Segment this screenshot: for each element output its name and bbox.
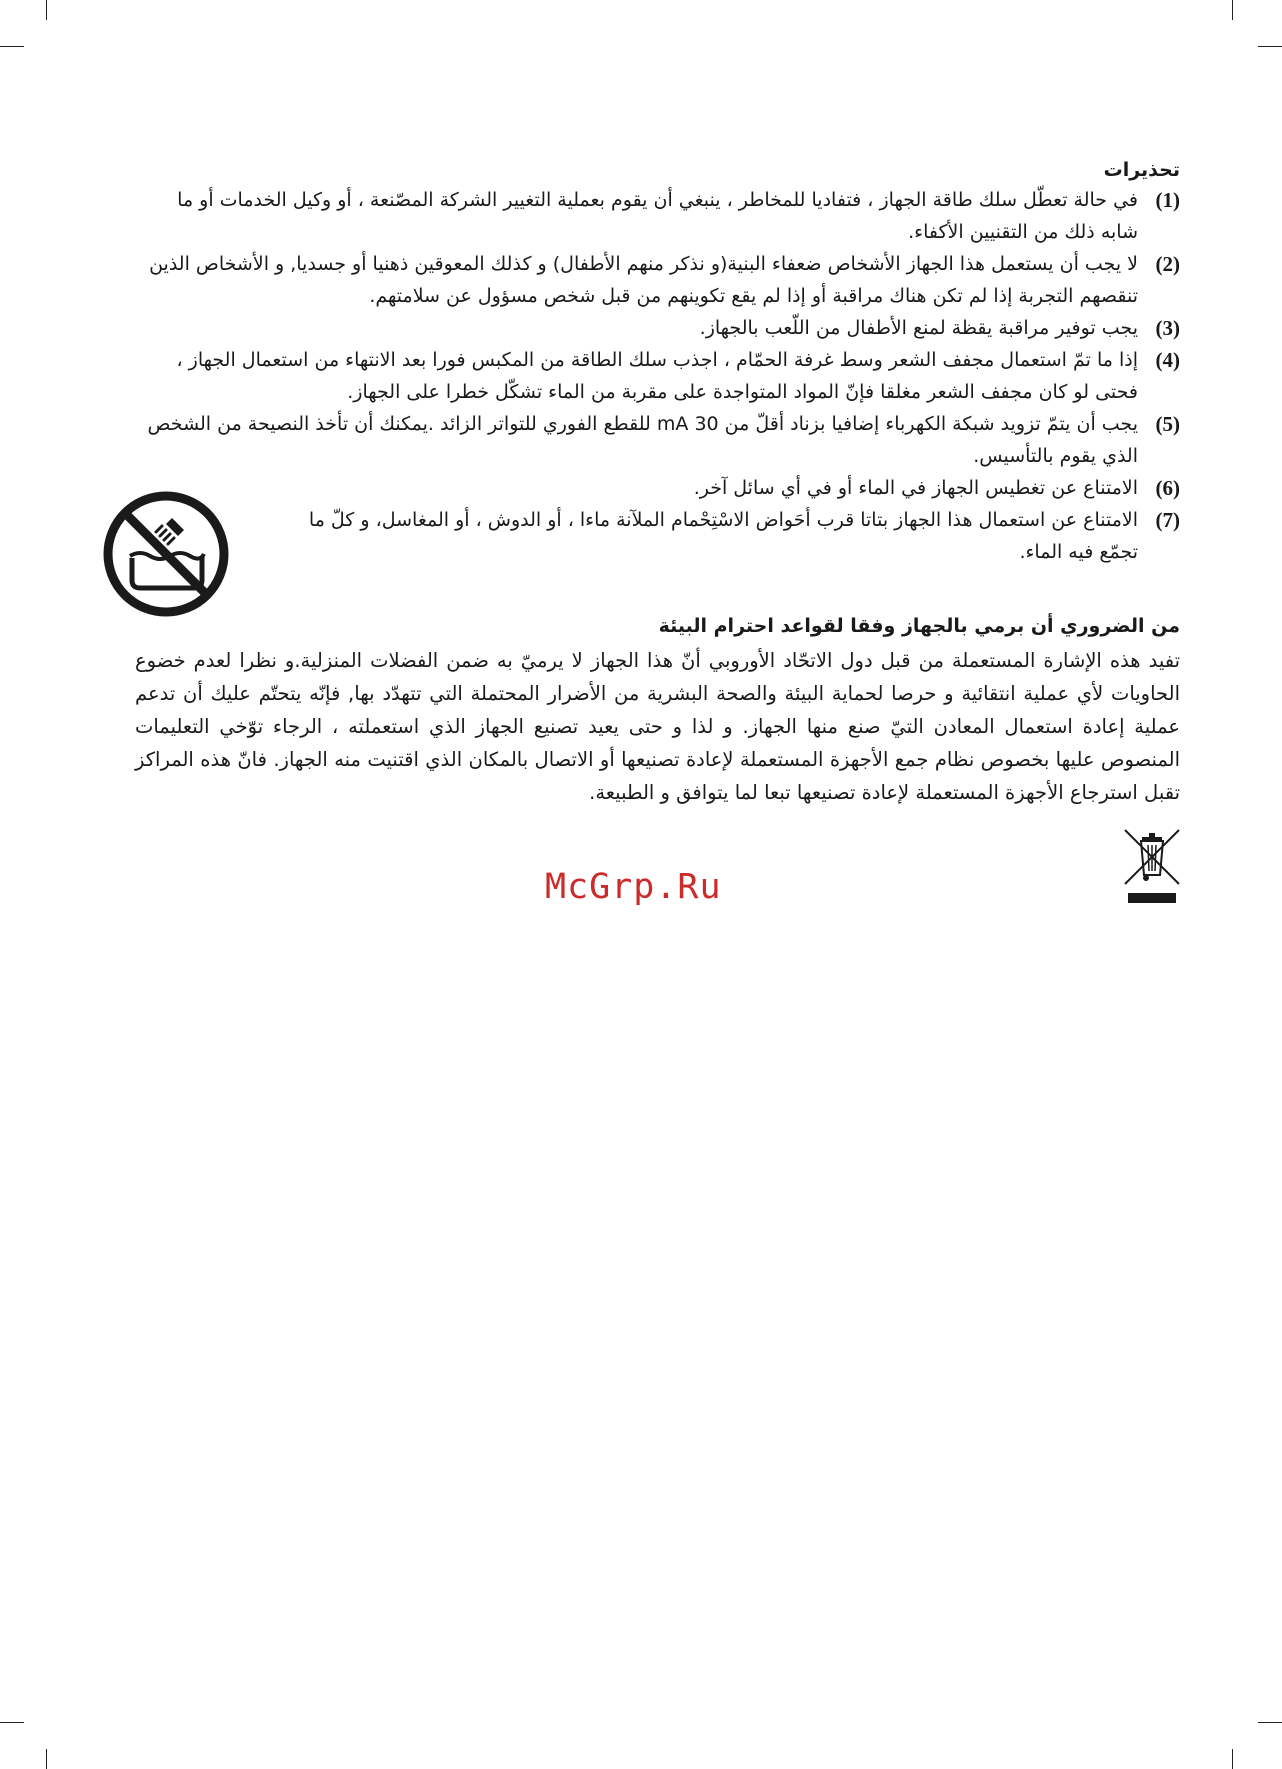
crop-mark <box>1258 46 1282 47</box>
warning-item <box>135 472 1180 504</box>
crop-mark <box>1232 0 1233 20</box>
warning-item <box>135 504 1180 568</box>
warning-number: (1) <box>1155 188 1180 212</box>
warning-text: الامتناع عن استعمال هذا الجهاز بتاتا قرب أحَواض الاسْتِحْمام الملآنة ماءا ، أو الدوش ، أو المغاسل، و كلّ ما تجمّع فيه الماء. <box>308 509 1138 563</box>
warning-text: يجب توفير مراقبة يقظة لمنع الأطفال من اللّعب بالجهاز. <box>699 317 1138 339</box>
watermark-text: McGrp.Ru <box>545 867 722 907</box>
crop-mark <box>46 1749 47 1769</box>
environment-paragraph: تفيد هذه الإشارة المستعملة من قبل دول الاتحّاد الأوروبي أنّ هذا الجهاز لا يرميّ به ضمن الفضلات المنزلية.و نظرا لعدم خضوع الحاويات لأي عملية انتقائية و حرصا لحماية البيئة والصحة البشرية من الأضرار المحتملة التي تتهدّد بها, فإنّه يتحتّم عليك أن تدعم عملية إعادة استعمال المعادن التيّ صنع منها الجهاز. و لذا و حتى يعيد تصنيع الجهاز الذي استعملته ، الرجاء توّخي التعليمات المنصوص عليها بخصوص نظام جمع الأجهزة المستعملة لإعادة تصنيعها أو الاتصال بالمكان الذي اقتنيت منه الجهاز. فانّ هذه المراكز تقبل استرجاع الأجهزة المستعملة لإعادة تصنيعها تبعا لما يتوافق و الطبيعة. <box>135 649 1180 804</box>
environment-heading: من الضروري أن برمي بالجهاز وفقا لقواعد احترام البيئة <box>658 615 1180 637</box>
warning-item <box>135 248 1180 312</box>
warning-number: (4) <box>1155 348 1180 372</box>
warning-text: إذا ما تمّ استعمال مجفف الشعر وسط غرفة الحمّام ، اجذب سلك الطاقة من المكبس فورا بعد الانتهاء من استعمال الجهاز ، فحتى لو كان مجفف الشعر مغلقا فإنّ المواد المتواجدة على مقربة من الماء تشكّل خطرا على الجهاز. <box>176 349 1138 403</box>
warning-number: (3) <box>1155 316 1180 340</box>
warning-item <box>135 184 1180 248</box>
warning-text: الامتناع عن تغطيس الجهاز في الماء أو في أي سائل آخر. <box>693 477 1138 499</box>
no-water-bath-icon <box>100 488 232 620</box>
warning-text: يجب أن يتمّ تزويد شبكة الكهرباء إضافيا بزناد أقلّ من 30 mA للقطع الفوري للتواتر الزائد .يمكنك أن تأخذ النصيحة من الشخص الذي يقوم بالتأسيس. <box>147 413 1138 467</box>
crop-mark <box>0 1722 24 1723</box>
warning-number: (6) <box>1155 476 1180 500</box>
warning-number: (2) <box>1155 252 1180 276</box>
crossed-out-wheelie-bin-icon <box>1122 827 1182 905</box>
crop-mark <box>1258 1722 1282 1723</box>
warning-text: في حالة تعطّل سلك طاقة الجهاز ، فتفاديا للمخاطر ، ينبغي أن يقوم بعملية التغيير الشركة المصّنعة ، أو وكيل الخدمات أو ما شابه ذلك من التقنيين الأكفاء. <box>177 189 1138 243</box>
warning-number: (7) <box>1155 508 1180 532</box>
warning-item <box>135 344 1180 408</box>
warning-number: (5) <box>1155 412 1180 436</box>
warnings-heading: تحذيرات <box>1103 159 1180 181</box>
section-spacer <box>135 568 1180 612</box>
warning-item <box>135 408 1180 472</box>
warnings-list <box>135 184 1180 568</box>
crop-mark <box>0 46 24 47</box>
warning-item <box>135 312 1180 344</box>
crop-mark <box>46 0 47 20</box>
crop-mark <box>1232 1749 1233 1769</box>
warning-text: لا يجب أن يستعمل هذا الجهاز الأشخاص ضعفاء البنية(و نذكر منهم الأطفال) و كذلك المعوقين ذهنيا أو جسديا, و الأشخاص الذين تنقصهم التجربة إذا لم تكن هناك مراقبة أو إذا لم يقع تكوينهم من قبل شخص مسؤول عن سلامتهم. <box>149 253 1138 307</box>
document-body <box>135 156 1180 809</box>
